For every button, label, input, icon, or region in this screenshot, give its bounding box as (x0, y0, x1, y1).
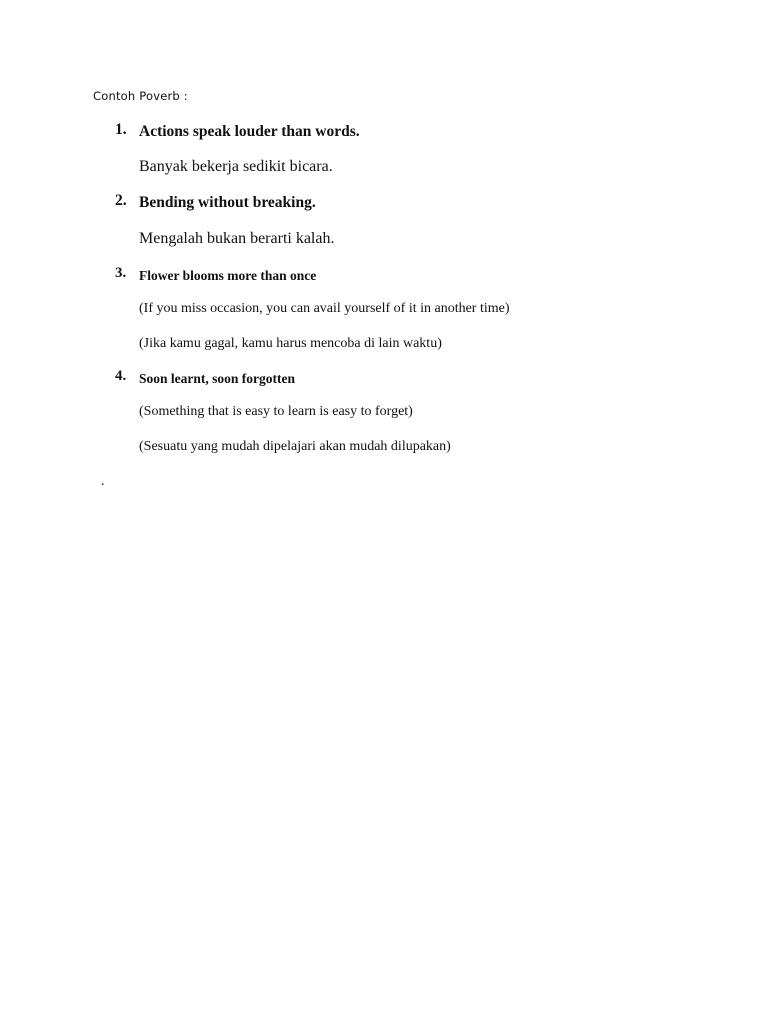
proverb-translation: Mengalah bukan berarti kalah. (139, 230, 335, 247)
trailing-period: . (101, 474, 105, 489)
proverb-text: Soon learnt, soon forgotten (139, 371, 295, 386)
proverb-text: Bending without breaking. (139, 194, 316, 211)
proverb-explanation: (Something that is easy to learn is easy to forget) (139, 404, 413, 419)
proverb-translation: Banyak bekerja sedikit bicara. (139, 158, 333, 175)
item-number: 1. (115, 121, 127, 138)
proverb-text: Flower blooms more than once (139, 268, 317, 283)
item-number: 2. (115, 192, 127, 209)
proverb-translation: (Sesuatu yang mudah dipelajari akan mudah dilupakan) (139, 439, 451, 454)
item-number: 3. (115, 265, 127, 281)
proverb-text: Actions speak louder than words. (139, 123, 360, 140)
proverb-explanation: (If you miss occasion, you can avail yourself of it in another time) (139, 301, 510, 316)
item-number: 4. (115, 368, 127, 384)
proverb-translation: (Jika kamu gagal, kamu harus mencoba di lain waktu) (139, 336, 442, 351)
document-heading: Contoh Poverb : (93, 89, 188, 103)
